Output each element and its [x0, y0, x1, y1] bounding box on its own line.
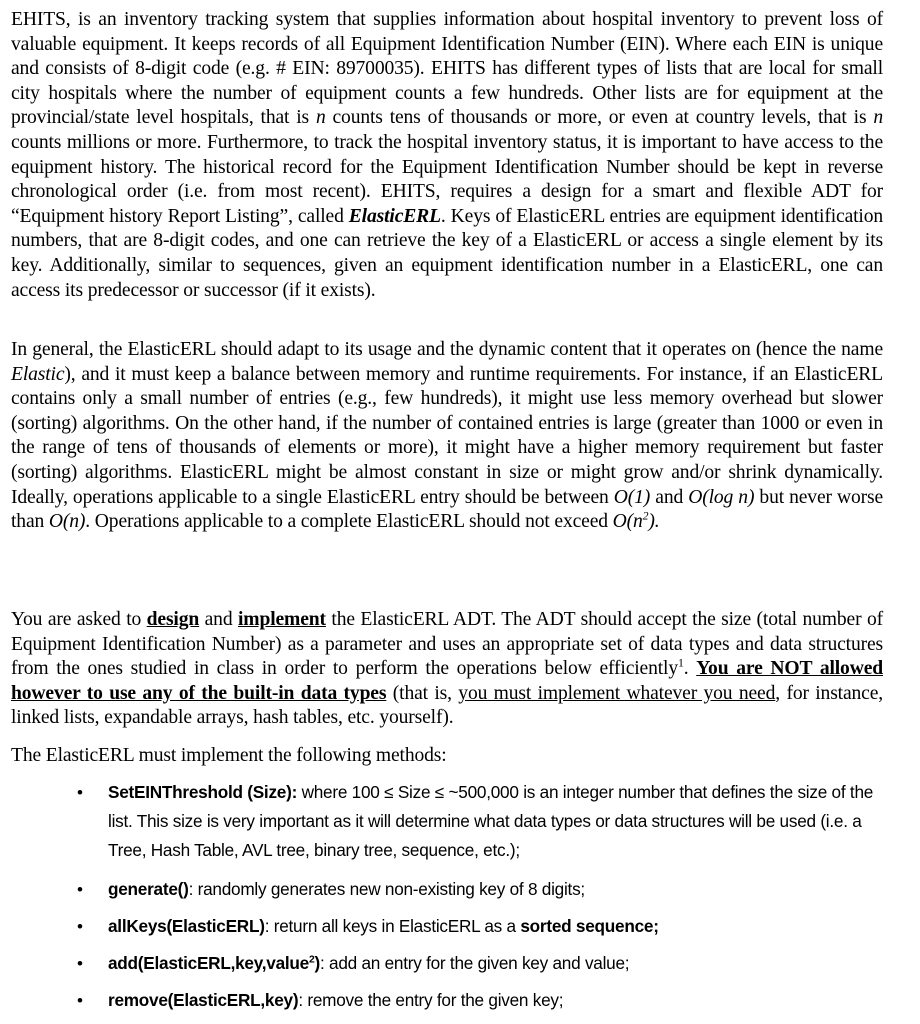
- text: counts tens of thousands or more, or even at country levels, that is: [325, 107, 874, 129]
- method-item-add: [11, 949, 883, 978]
- method-name: generate(): [108, 879, 189, 899]
- method-desc: : return all keys in ElasticERL as a: [264, 916, 521, 936]
- complexity-on2: [613, 511, 660, 532]
- text: add(ElasticERL,key,value: [108, 953, 309, 973]
- bullet-icon: •: [77, 954, 83, 973]
- task-paragraph: [11, 608, 883, 731]
- method-item-generate: [11, 875, 883, 904]
- methods-intro: The ElasticERL must implement the following methods:: [11, 745, 447, 766]
- text: ), and it must keep a balance between memory and runtime requirements. For instance, if an ElasticERL contains only a small number of entries (e.g., few hundreds), it might use less memory overhead but slower (sorting) algorithms. On the other hand, if the number of contained entries is large (greater than 1000 or even in the range of tens of thousands of elements or more), it might have a higher memory requirement but faster (sorting) algorithms. ElasticERL might be almost constant in size or might grow and/or shrink dynamically. Ideally, operations applicable to a single ElasticERL entry should be between: [11, 363, 883, 508]
- method-item-remove: [11, 986, 883, 1015]
- superscript: 2: [642, 509, 649, 523]
- text: EHITS, is an inventory tracking system that supplies information about hospital inventory to prevent loss of valuable equipment. It keeps records of all Equipment Identification Number (EIN). Where each EIN is unique and consists of 8-digit code (e.g. # EIN: 89700035). EHITS has different types of lists that are local for small city hospitals where the number of equipment counts a few hundreds. Other lists are for equipment at the provincial/state level hospitals, that is: [11, 9, 883, 129]
- footnote-ref-1: 1: [677, 656, 684, 670]
- footnote-ref-2: 2: [308, 954, 315, 966]
- text: (that is,: [386, 682, 459, 704]
- elastic-paragraph: [11, 338, 883, 535]
- bullet-icon: •: [77, 917, 83, 936]
- complexity-on: O(n): [48, 511, 86, 533]
- variable-n: n: [315, 107, 326, 129]
- method-item-allkeys: [11, 912, 883, 941]
- bullet-icon: •: [77, 783, 83, 802]
- method-name: [108, 953, 320, 973]
- method-desc: where 100 ≤ Size ≤ ~500,000 is an integer number that defines the size of the list. This size is very important as it will determine what data types or data structures will be used (i.e. a Tree, Hash Table, AVL tree, binary tree, sequence, etc.);: [108, 782, 874, 860]
- implement-emphasis: implement: [238, 609, 326, 630]
- intro-paragraph: [11, 8, 883, 303]
- adt-name: ElasticERL: [348, 205, 441, 227]
- text: .: [683, 658, 697, 680]
- method-name: SetEINThreshold (Size):: [108, 782, 298, 802]
- text: and: [199, 609, 238, 630]
- text: but never worse than: [11, 486, 884, 533]
- method-desc: : randomly generates new non-existing key of 8 digits;: [188, 879, 585, 899]
- implement-note: you must implement whatever you need: [458, 682, 776, 704]
- text: counts millions or more. Furthermore, to track the hospital inventory status, it is important to have access to the equipment history. The historical record for the Equipment Identification Number should be kept in reverse chronological order (i.e. from most recent). EHITS, requires a design for a smart and flexible ADT for “Equipment history Report Listing”, called: [11, 131, 883, 227]
- method-item-setthreshold: [11, 778, 883, 865]
- method-desc: : add an entry for the given key and value;: [319, 953, 630, 973]
- method-desc: : remove the entry for the given key;: [298, 990, 564, 1010]
- complexity-o1: O(1): [613, 486, 651, 508]
- complexity-ologn: O(log n): [688, 486, 755, 508]
- method-name: remove(ElasticERL,key): [108, 990, 299, 1010]
- text: . Operations applicable to a complete ElasticERL should not exceed: [85, 511, 613, 533]
- text: the ElasticERL ADT. The ADT should accept the size (total number of Equipment Identification Number) as a parameter and uses an appropriate set of data types and data structures from the ones studied in class in order to perform the operations below efficiently: [11, 609, 883, 680]
- text: In general, the ElasticERL should adapt to its usage and the dynamic content that it operates on (hence the name: [11, 339, 883, 360]
- text: O(n: [612, 511, 643, 533]
- bullet-icon: •: [77, 991, 83, 1010]
- text: ): [314, 953, 320, 973]
- methods-list: [11, 778, 883, 1023]
- method-name: allKeys(ElasticERL): [108, 916, 265, 936]
- restriction-emphasis: You are NOT allowed however to use any of the built-in data types: [11, 658, 883, 704]
- text: . Keys of ElasticERL entries are equipment identification numbers, that are 8-digit codes, and one can retrieve the key of a ElasticERL or access a single element by its key. Additionally, similar to sequences, given an equipment identification number in a ElasticERL, one can access its predecessor or successor (if it exists).: [11, 205, 883, 301]
- method-desc-bold: sorted sequence;: [520, 916, 659, 936]
- text: and: [650, 486, 689, 508]
- bullet-icon: •: [77, 880, 83, 899]
- elastic-term: Elastic: [11, 363, 65, 385]
- text: ).: [648, 511, 660, 533]
- text: , for instance, linked lists, expandable arrays, hash tables, etc. yourself).: [11, 682, 884, 729]
- design-emphasis: design: [146, 609, 200, 630]
- variable-n: n: [873, 107, 883, 129]
- text: You are asked to: [11, 609, 147, 630]
